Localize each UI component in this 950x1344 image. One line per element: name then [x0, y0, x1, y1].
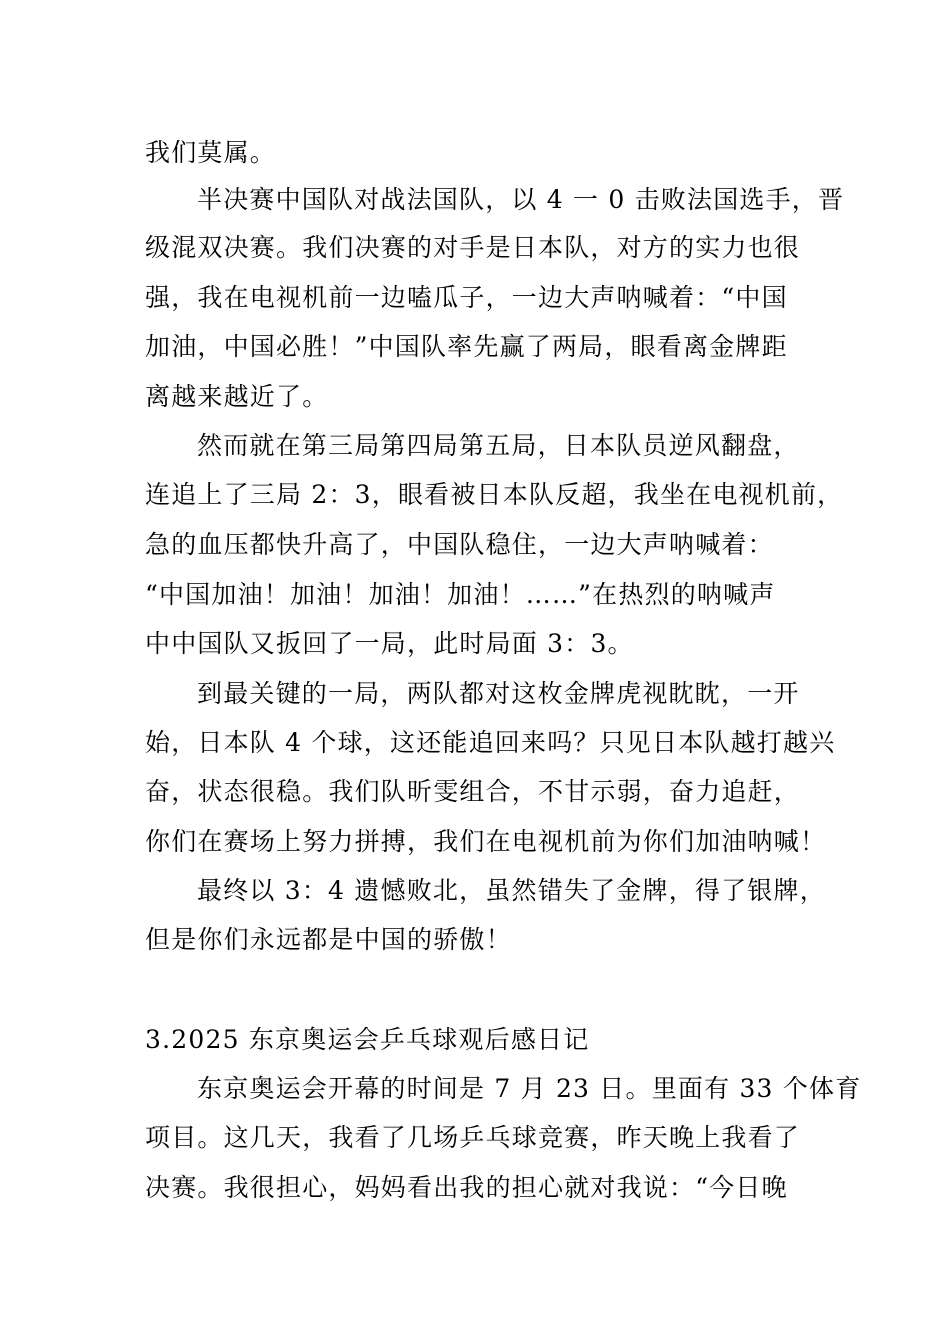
paragraph-start-line: 然而就在第三局第四局第五局，日本队员逆风翻盘， [197, 431, 800, 460]
paragraph-start-line: 最终以 3：4 遗憾败北，虽然错失了金牌，得了银牌， [197, 876, 826, 905]
text-line: 中中国队又扳回了一局，此时局面 3：3。 [145, 629, 634, 658]
text-line: 强，我在电视机前一边嗑瓜子，一边大声呐喊着：“中国 [145, 283, 788, 312]
section-heading: 3.2025 东京奥运会乒乓球观后感日记 [145, 1025, 590, 1054]
text-line: “中国加油！加油！加油！加油！……”在热烈的呐喊声 [145, 580, 776, 609]
paragraph-start-line: 到最关键的一局，两队都对这枚金牌虎视眈眈，一开 [197, 679, 800, 708]
text-line: 但是你们永远都是中国的骄傲！ [145, 925, 512, 954]
text-line: 奋，状态很稳。我们队昕雯组合，不甘示弱，奋力追赶， [145, 777, 801, 806]
paragraph-start-line: 东京奥运会开幕的时间是 7 月 23 日。里面有 33 个体育 [197, 1074, 862, 1103]
text-line: 急的血压都快升高了，中国队稳住，一边大声呐喊着： [145, 530, 774, 559]
text-line: 我们莫属。 [145, 138, 277, 167]
text-line: 连追上了三局 2：3，眼看被日本队反超，我坐在电视机前， [145, 480, 844, 509]
text-line: 离越来越近了。 [145, 382, 329, 411]
text-line: 始，日本队 4 个球，这还能追回来吗？只见日本队越打越兴 [145, 728, 836, 757]
text-line: 加油，中国必胜！”中国队率先赢了两局，眼看离金牌距 [145, 332, 788, 361]
paragraph-start-line: 半决赛中国队对战法国队，以 4 一 0 击败法国选手，晋 [197, 185, 845, 214]
text-line: 项目。这几天，我看了几场乒乓球竞赛，昨天晚上我看了 [145, 1123, 801, 1152]
text-line: 决赛。我很担心，妈妈看出我的担心就对我说：“今日晚 [145, 1173, 788, 1202]
text-line: 你们在赛场上努力拼搏，我们在电视机前为你们加油呐喊！ [145, 827, 827, 856]
text-line: 级混双决赛。我们决赛的对手是日本队，对方的实力也很 [145, 233, 801, 262]
